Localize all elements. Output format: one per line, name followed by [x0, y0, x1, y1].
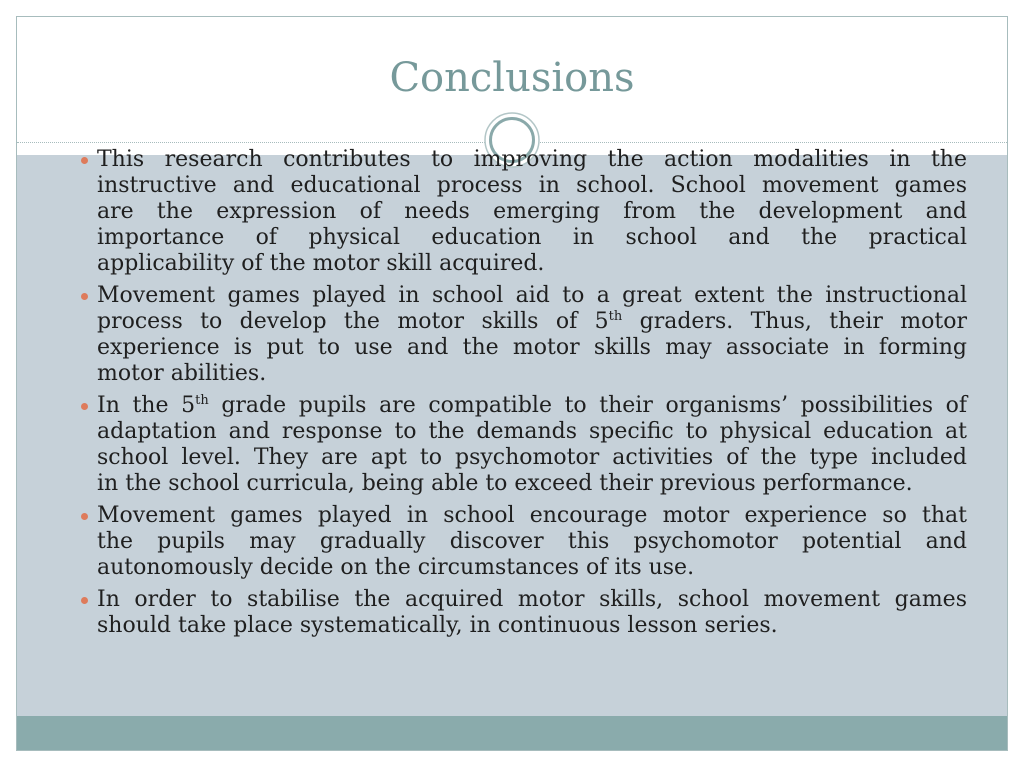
conclusion-bullet [97, 587, 967, 639]
bullet-icon [81, 513, 88, 520]
bullet-text-line [97, 309, 967, 335]
bullet-text-line: school level. They are apt to psychomotor activities of the type included [97, 445, 967, 470]
conclusion-bullet [97, 393, 967, 497]
bullet-text-line: autonomously decide on the circumstances of its use. [97, 555, 695, 580]
bullet-text-line: Movement games played in school aid to a great extent the instructional [97, 283, 967, 308]
bullet-text-line: are the expression of needs emerging from the development and [97, 199, 967, 224]
bullet-icon [81, 293, 88, 300]
footer-band [17, 716, 1007, 750]
text-segment: process to develop the motor skills of 5 [97, 309, 609, 334]
bullet-text-line: in the school curricula, being able to exceed their previous performance. [97, 471, 913, 496]
bullet-text-line: importance of physical education in school and the practical [97, 225, 967, 250]
bullet-text-line: motor abilities. [97, 361, 267, 386]
bullet-text-line [97, 393, 967, 419]
bullet-text-line: the pupils may gradually discover this psychomotor potential and [97, 529, 967, 554]
text-segment: grade pupils are compatible to their organisms’ possibilities of [208, 393, 967, 418]
bullet-text-line: instructive and educational process in school. School movement games [97, 173, 967, 198]
ordinal-superscript: th [195, 393, 209, 408]
bullet-icon [81, 403, 88, 410]
bullet-text-line: adaptation and response to the demands specific to physical education at [97, 419, 967, 444]
conclusions-bullet-list [97, 147, 967, 639]
bullet-text-line: Movement games played in school encourage motor experience so that [97, 503, 967, 528]
ordinal-superscript: th [608, 309, 623, 324]
bullet-text-line: should take place systematically, in continuous lesson series. [97, 613, 778, 638]
conclusion-bullet [97, 283, 967, 387]
bullet-text-line: applicability of the motor skill acquired. [97, 251, 545, 276]
conclusion-bullet [97, 147, 967, 277]
text-segment: In the 5 [97, 393, 196, 418]
slide-title: Conclusions [389, 55, 635, 101]
text-segment: graders. Thus, their motor [622, 309, 967, 334]
conclusion-bullet [97, 503, 967, 581]
bullet-text-line: In order to stabilise the acquired motor skills, school movement games [97, 587, 967, 612]
bullet-text-line: experience is put to use and the motor skills may associate in forming [97, 335, 967, 360]
bullet-text-line: This research contributes to improving the action modalities in the [97, 147, 967, 172]
bullet-icon [81, 597, 88, 604]
bullet-icon [81, 157, 88, 164]
